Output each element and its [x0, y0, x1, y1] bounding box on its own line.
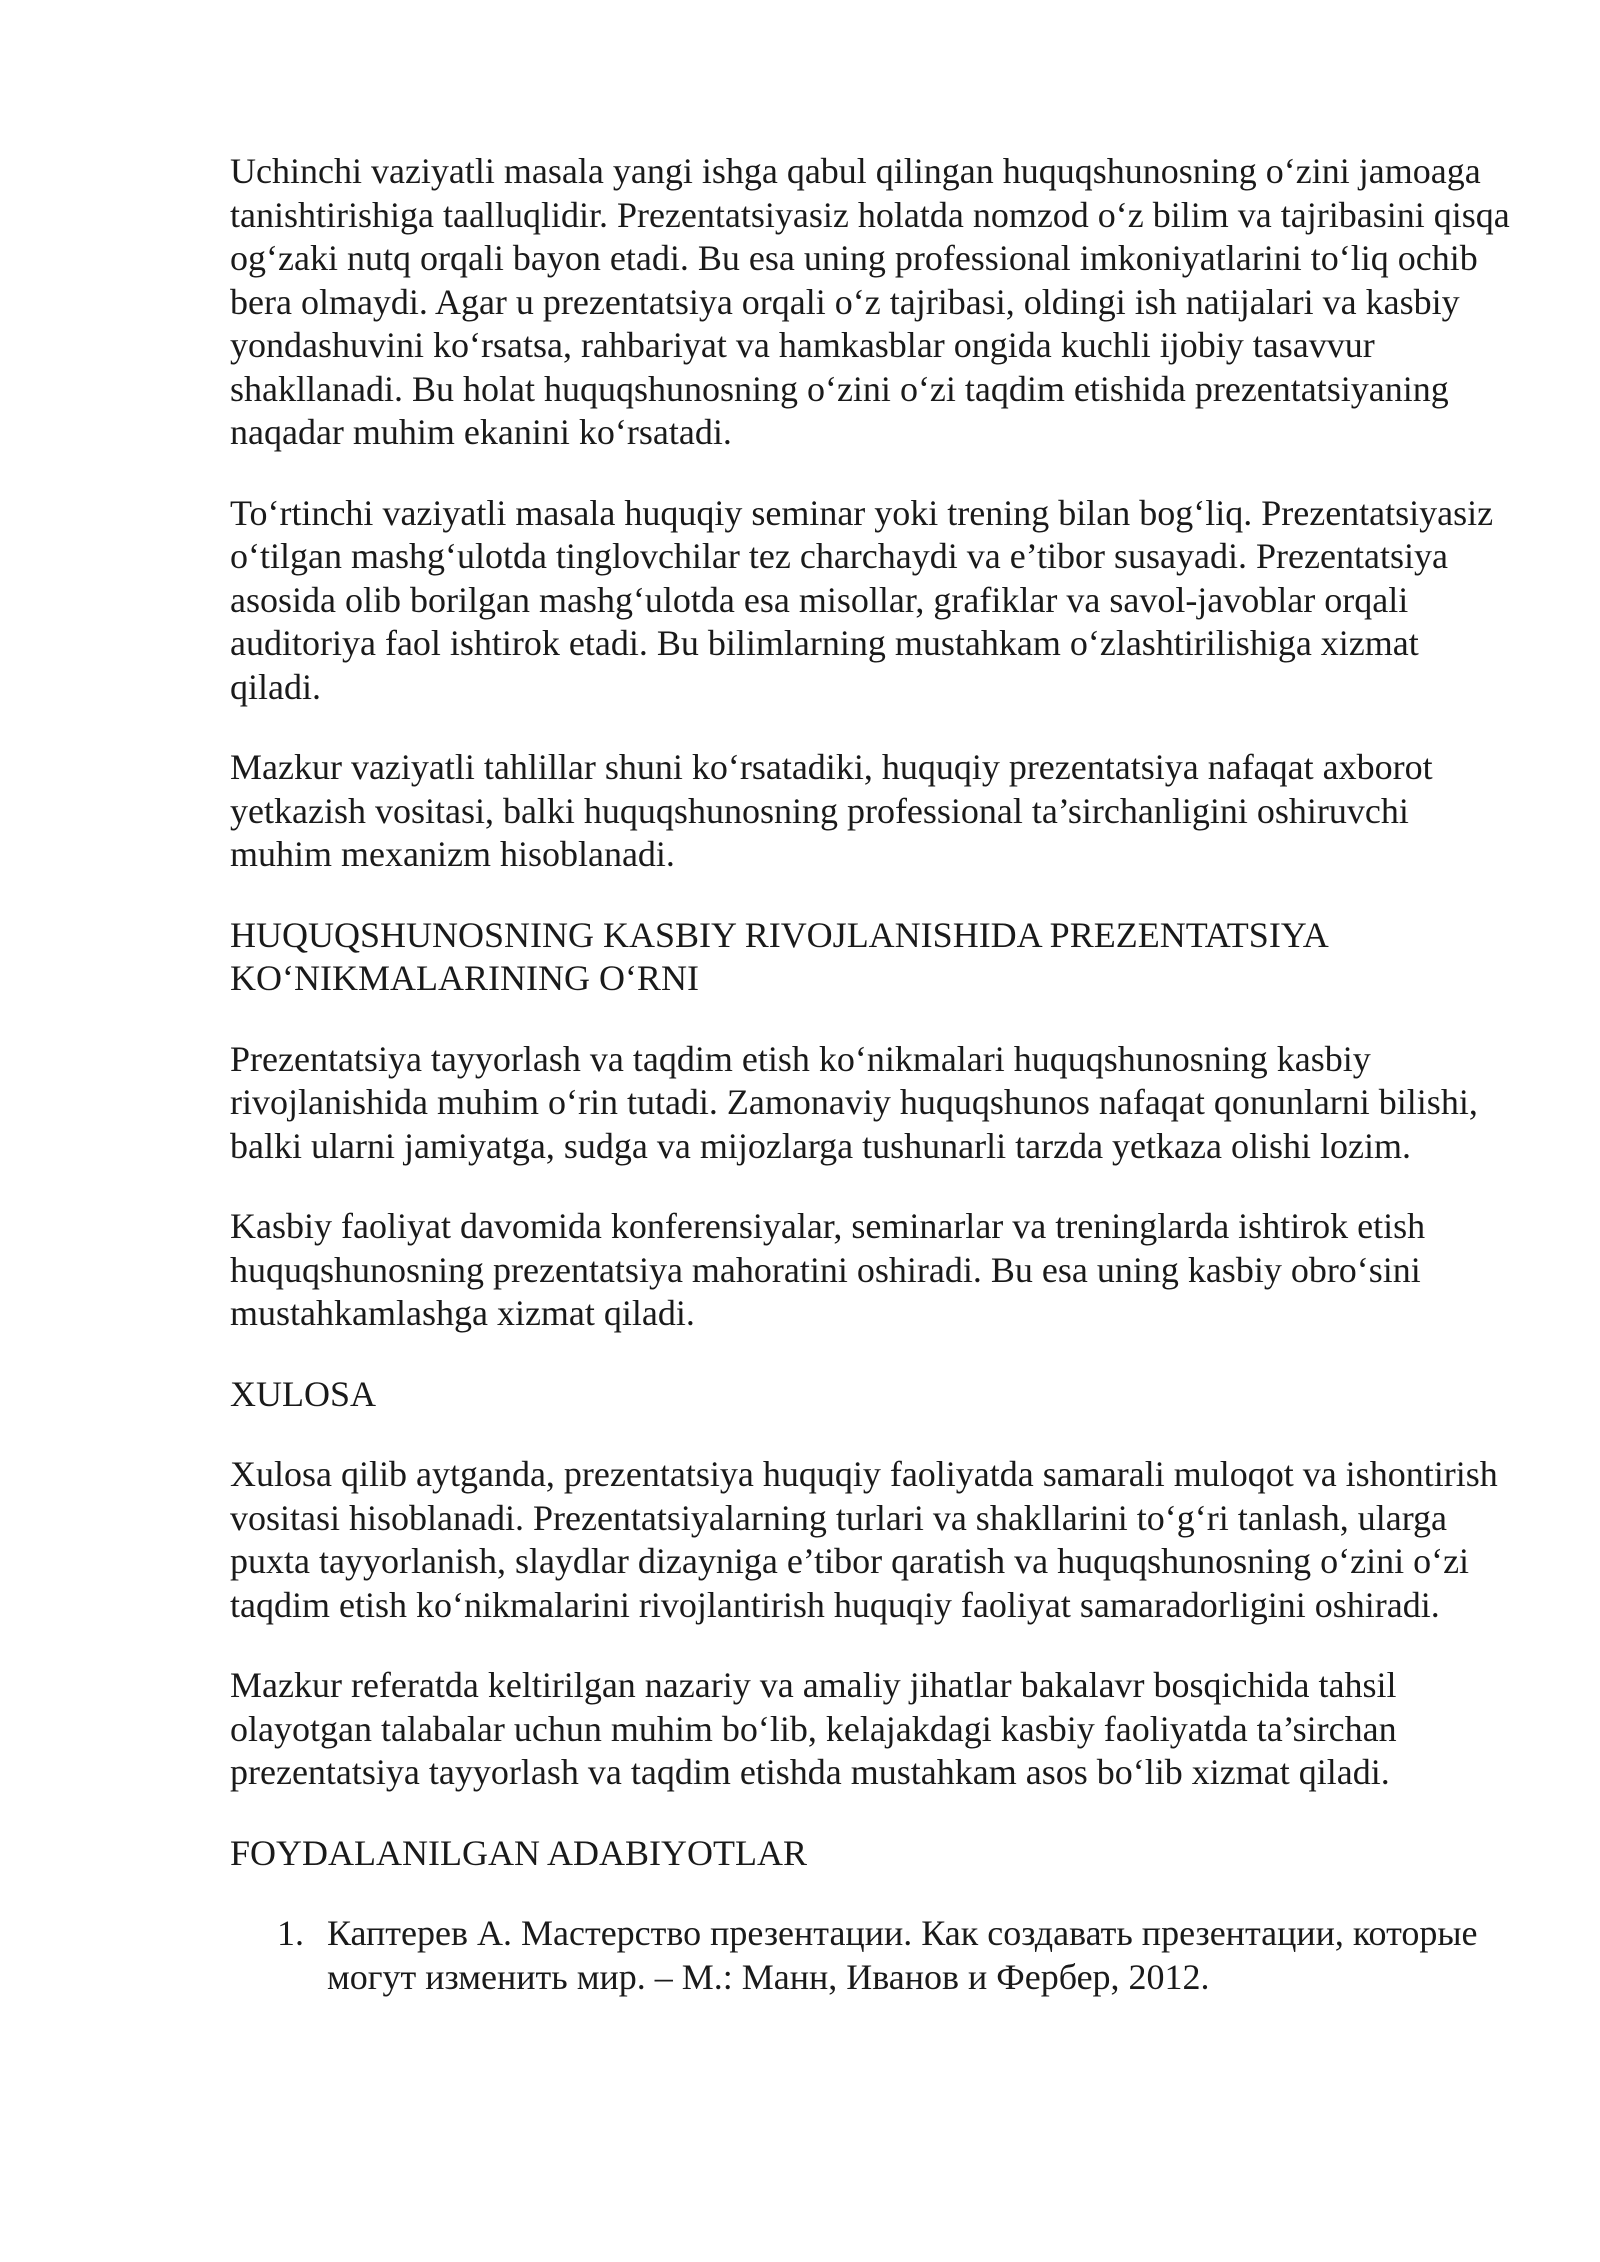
- paragraph-professional-activity: Kasbiy faoliyat davomida konferensiyalar, seminarlar va treninglarda ishtirok etish huquqshunosning prezentatsiya mahoratini oshiradi. Bu esa uning kasbiy obro‘sini mustahkamlashga xizmat qiladi.: [230, 1206, 1426, 1333]
- section-heading-skills: HUQUQSHUNOSNING KASBIY RIVOJLANISHIDA PREZENTATSIYA KO‘NIKMALARINING O‘RNI: [230, 914, 1327, 998]
- paragraph-fourth-case: To‘rtinchi vaziyatli masala huquqiy seminar yoki trening bilan bog‘liq. Prezentatsiyasiz o‘tilgan mashg‘ulotda tinglovchilar tez charchaydi va e’tibor susayadi. Prezentatsiya asosida olib borilgan mashg‘ulotda esa misollar, grafiklar va savol-javoblar orqali auditoriya faol ishtirok etadi. Bu bilimlarning mustahkam o‘zlashtirilishiga xizmat qiladi.: [230, 492, 1494, 707]
- paragraph-conclusion-2: Mazkur referatda keltirilgan nazariy va amaliy jihatlar bakalavr bosqichida tahsil olayotgan talabalar uchun muhim bo‘lib, kelajakdagi kasbiy faoliyatda ta’sirchan prezentatsiya tayyorlash va taqdim etishda mustahkam asos bo‘lib xizmat qiladi.: [230, 1665, 1397, 1792]
- reference-text: Каптерев А. Мастерство презентации. Как создавать презентации, которые могут изменить мир. – М.: Манн, Иванов и Фербер, 2012.: [327, 1913, 1478, 1997]
- paragraph-third-case: Uchinchi vaziyatli masala yangi ishga qabul qilingan huquqshunosning o‘zini jamoaga tanishtirishiga taalluqlidir. Prezentatsiyasiz holatda nomzod o‘z bilim va tajribasini qisqa og‘zaki nutq orqali bayon etadi. Bu esa uning professional imkoniyatlarini to‘liq ochib bera olmaydi. Agar u prezentatsiya orqali o‘z tajribasi, oldingi ish natijalari va kasbiy yondashuvini ko‘rsatsa, rahbariyat va hamkasblar ongida kuchli ijobiy tasavvur shakllanadi. Bu holat huquqshunosning o‘zini o‘zi taqdim etishida prezentatsiyaning naqadar muhim ekanini ko‘rsatadi.: [230, 151, 1510, 452]
- section-heading-references: FOYDALANILGAN ADABIYOTLAR: [230, 1832, 807, 1873]
- section-heading-conclusion: XULOSA: [230, 1373, 377, 1414]
- references-list: [230, 1912, 1510, 1999]
- reference-item: [230, 1912, 1510, 1999]
- document-page: [230, 150, 1510, 1999]
- paragraph-conclusion-1: Xulosa qilib aytganda, prezentatsiya huquqiy faoliyatda samarali muloqot va ishontirish vositasi hisoblanadi. Prezentatsiyalarning turlari va shakllarini to‘g‘ri tanlash, ularga puxta tayyorlanish, slaydlar dizayniga e’tibor qaratish va huquqshunosning o‘zini o‘zi taqdim etish ko‘nikmalarini rivojlantirish huquqiy faoliyat samaradorligini oshiradi.: [230, 1454, 1498, 1625]
- paragraph-case-analysis: Mazkur vaziyatli tahlillar shuni ko‘rsatadiki, huquqiy prezentatsiya nafaqat axborot yetkazish vositasi, balki huquqshunosning professional ta’sirchanligini oshiruvchi muhim mexanizm hisoblanadi.: [230, 747, 1433, 874]
- reference-number: 1.: [277, 1913, 304, 1953]
- paragraph-skills-role: Prezentatsiya tayyorlash va taqdim etish ko‘nikmalari huquqshunosning kasbiy rivojlanishida muhim o‘rin tutadi. Zamonaviy huquqshunos nafaqat qonunlarni bilishi, balki ularni jamiyatga, sudga va mijozlarga tushunarli tarzda yetkaza olishi lozim.: [230, 1038, 1478, 1166]
